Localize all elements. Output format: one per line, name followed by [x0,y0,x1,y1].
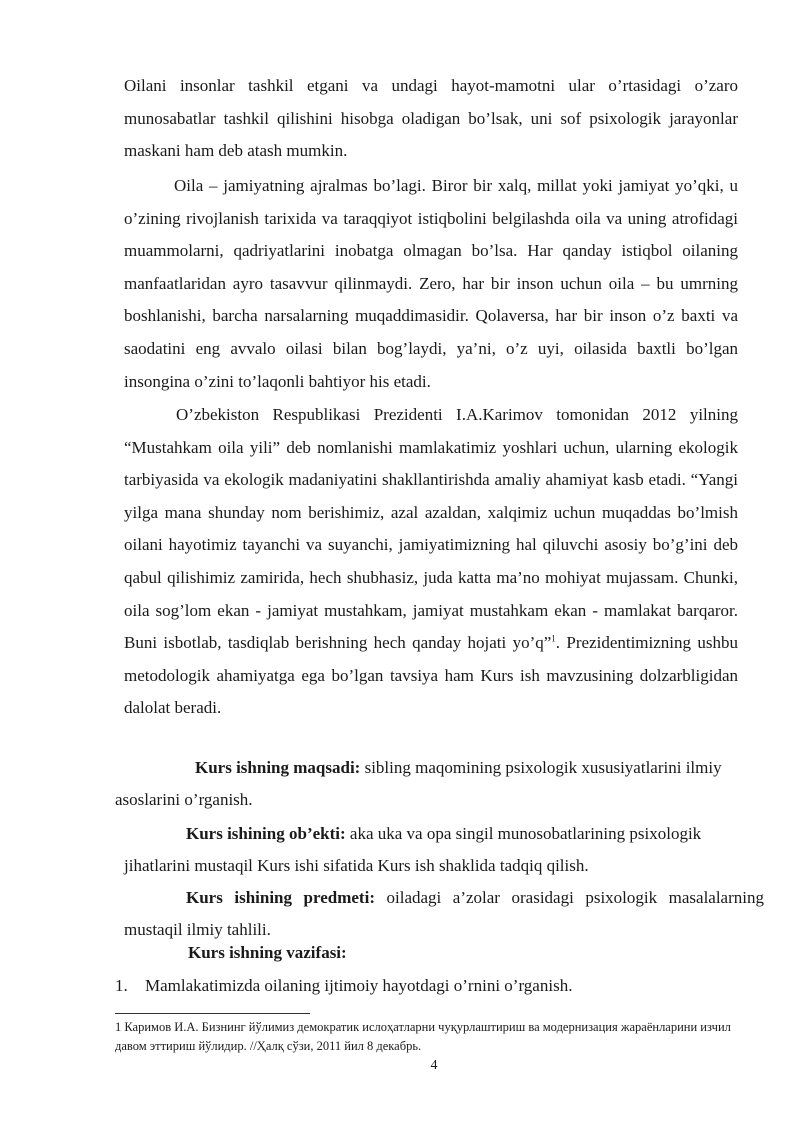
goal-section [115,752,739,816]
subject-text: oiladagi a’zolar orasidagi psixologik masalalarning mustaqil ilmiy tahlili. [124,888,764,939]
task-text: Mamlakatimizda oilaning ijtimoiy hayotdagi o’rnini o’rganish. [145,976,573,995]
goal-text: sibling maqomining psixologik xususiyatlarini ilmiy asoslarini o’rganish. [115,758,722,809]
page-number: 4 [430,1058,438,1073]
paragraph-2: Oila – jamiyatning ajralmas bo’lagi. Biror bir xalq, millat yoki jamiyat yo’qki, u o’zining rivojlanish tarixida va taraqqiyot istiqbolini belgilashda oila va uning atrofidagi muammolarni, qadriyatlarini inobatga olmagan bo’lsa. Har qanday istiqbol oilaning manfaatlaridan ayro tasavvur qilinmaydi. Zero, har bir inson uchun oila – bu umrning boshlanishi, barcha narsalarning muqaddimasidir. Qolaversa, har bir inson o’z baxti va saodatini eng avvalo oilasi bilan bog’laydi, ya’ni, o’z uyi, oilasida baxtli bo’lgan insongina o’zini to’laqonli bahtiyor his etadi. [124,176,738,391]
goal-label: Kurs ishning maqsadi: [195,758,361,777]
task-number: 1. [115,976,128,995]
paragraph-3-tail: . Prezidentimizning ushbu metodologik ahamiyatga ega bo’lgan tavsiya ham Kurs ish mavzusining dolzarbligidan dalolat beradi. [124,633,738,718]
paragraph-3 [124,399,738,725]
object-label: Kurs ishining ob’ekti: [186,824,346,843]
footnote: 1 Каримов И.А. Бизнинг йўлимиз демократик ислоҳатларни чуқурлаштириш ва модернизация жараёнларини изчил давом эттириш йўлидир. //Ҳалқ сўзи, 2011 йил 8 декабрь. [115,1020,731,1053]
paragraph-1: Oilani insonlar tashkil etgani va undagi hayot-mamotni ular o’rtasidagi o’zaro munosabatlar tashkil qilishini hisobga oladigan bo’lsak, uni sof psixologik jarayonlar maskani ham deb atash mumkin. [124,76,738,161]
object-text: aka uka va opa singil munosobatlarining psixologik jihatlarini mustaqil Kurs ishi sifatida Kurs ish shaklida tadqiq qilish. [124,824,702,875]
paragraph-3-main: O’zbekiston Respublikasi Prezidenti I.A.Karimov tomonidan 2012 yilning “Mustahkam oila yili” deb nomlanishi mamlakatimiz yoshlari uchun, ularning ekologik tarbiyasida va ekologik madaniyatini shakllantirishda amaliy ahamiyat kasb etadi. “Yangi yilga mana shunday nom berishimiz, azal azaldan, xalqimiz uchun muqaddas bo’lmish oilani hayotimiz tayanchi va suyanchi, jamiyatimizning hal qiluvchi asosiy bo’g’ini deb qabul qilishimiz zamirida, hech shubhasiz, juda katta ma’no mohiyat mujassam. Chunki, oila sog’lom ekan - jamiyat mustahkam, jamiyat mustahkam ekan - mamlakat barqaror. Buni isbotlab, tasdiqlab berishning hech qanday hojati yo’q” [124,405,738,653]
tasks-heading: Kurs ishning vazifasi: [188,943,347,962]
footnote-separator [115,1013,310,1014]
footnote-ref[interactable]: 1 [551,633,556,644]
object-section [124,818,764,882]
task-list-item [115,970,572,1002]
subject-label: Kurs ishining predmeti: [186,888,375,907]
